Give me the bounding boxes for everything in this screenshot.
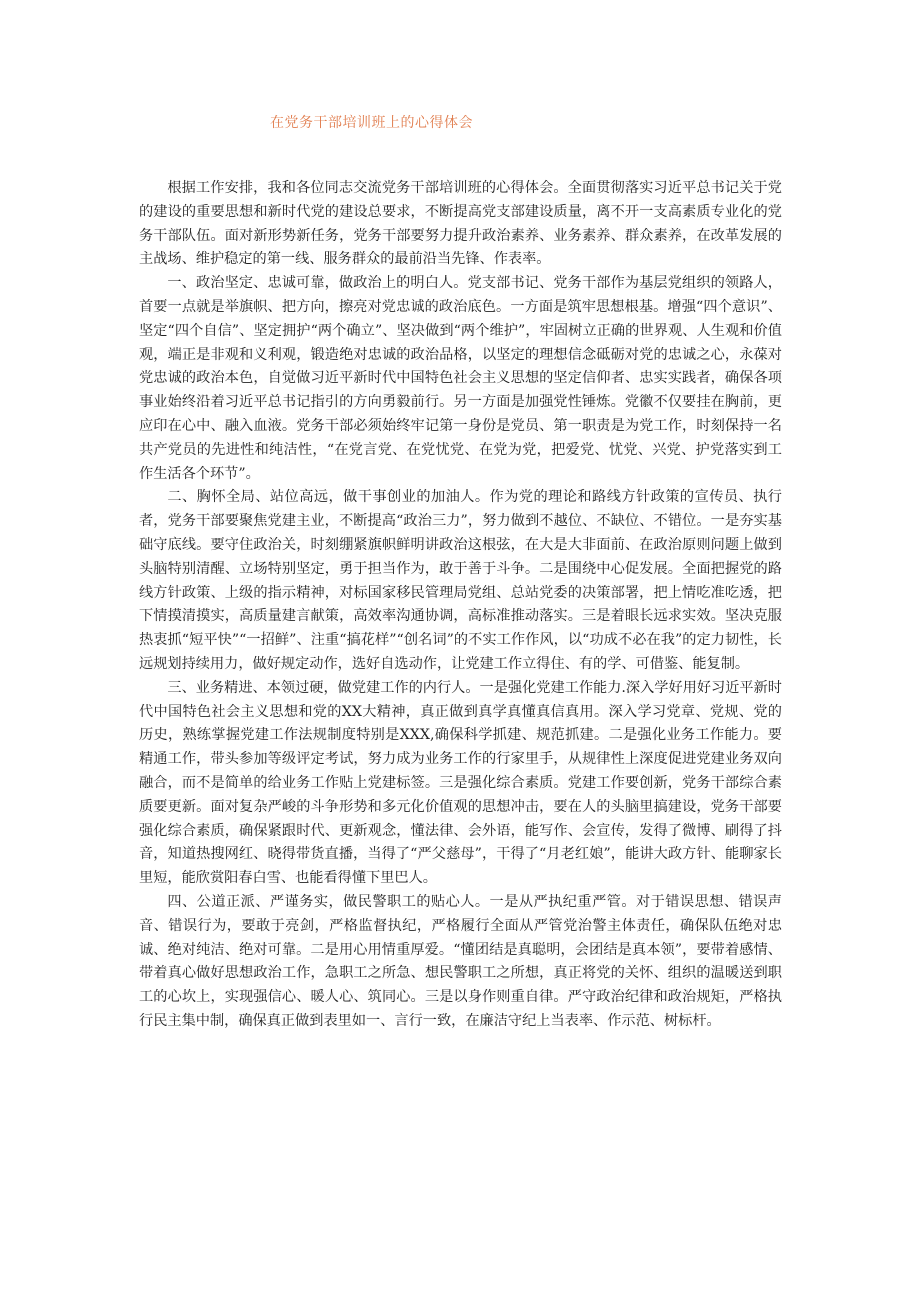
paragraph-section-2: 二、胸怀全局、站位高远，做干事创业的加油人。作为党的理论和路线方针政策的宣传员、执行者，党务干部要聚焦党建主业，不断提高“政治三力”，努力做到不越位、不缺位、不错位。一是夯实基础守底线。要守住政治关，时刻绷紧旗帜鲜明讲政治这根弦，在大是大非面前、在政治原则问题上做到头脑特别清醒、立场特别坚定，勇于担当作为，敢于善于斗争。二是围绕中心促发展。全面把握党的路线方针政策、上级的指示精神，对标国家移民管理局党组、总站党委的决策部署，把上情吃准吃透，把下情摸清摸实，高质量建言献策，高效率沟通协调，高标准推动落实。三是着眼长远求实效。坚决克服热衷抓“短平快”“一招鲜”、注重“搞花样”“创名词”的不实工作作风，以“功成不必在我”的定力韧性，长远规划持续用力，做好规定动作，选好自选动作，让党建工作立得住、有的学、可借鉴、能复制。 xyxy=(139,489,782,672)
document-body xyxy=(139,177,782,1034)
document-title: 在党务干部培训班上的心得体会 xyxy=(270,115,473,131)
paragraph-section-3: 三、业务精进、本领过硬，做党建工作的内行人。一是强化党建工作能力.深入学好用好习近平新时代中国特色社会主义思想和党的XX大精神，真正做到真学真懂真信真用。深入学习党章、党规、党的历史，熟练掌握党建工作法规制度特别是XXX,确保科学抓建、规范抓建。二是强化业务工作能力。要精通工作，带头参加等级评定考试，努力成为业务工作的行家里手，从规律性上深度促进党建业务双向融合，而不是简单的给业务工作贴上党建标签。三是强化综合素质。党建工作要创新，党务干部综合素质要更新。面对复杂严峻的斗争形势和多元化价值观的思想冲击，要在人的头脑里搞建设，党务干部要强化综合素质，确保紧跟时代、更新观念，懂法律、会外语，能写作、会宣传，发得了微博、刷得了抖音，知道热搜网红、晓得带货直播，当得了“严父慈母”，干得了“月老红娘”，能讲大政方针、能聊家长里短，能欣赏阳春白雪、也能看得懂下里巴人。 xyxy=(139,679,782,887)
paragraph-section-4: 四、公道正派、严谨务实，做民警职工的贴心人。一是从严执纪重严管。对于错误思想、错误声音、错误行为，要敢于亮剑，严格监督执纪，严格履行全面从严管党治警主体责任，确保队伍绝对忠诚、绝对纯洁、绝对可靠。二是用心用情重厚爱。“懂团结是真聪明，会团结是真本领”，要带着感情、带着真心做好思想政治工作，急职工之所急、想民警职工之所想，真正将党的关怀、组织的温暖送到职工的心坎上，实现强信心、暖人心、筑同心。三是以身作则重自律。严守政治纪律和政治规矩，严格执行民主集中制，确保真正做到表里如一、言行一致，在廉洁守纪上当表率、作示范、树标杆。 xyxy=(139,893,782,1029)
paragraph-section-1: 一、政治坚定、忠诚可靠，做政治上的明白人。党支部书记、党务干部作为基层党组织的领路人，首要一点就是举旗帜、把方向，擦亮对党忠诚的政治底色。一方面是筑牢思想根基。增强“四个意识”、坚定“四个自信”、坚定拥护“两个确立”、坚决做到“两个维护”，牢固树立正确的世界观、人生观和价值观，端正是非观和义利观，锻造绝对忠诚的政治品格，以坚定的理想信念砥砺对党的忠诚之心，永葆对党忠诚的政治本色，自觉做习近平新时代中国特色社会主义思想的坚定信仰者、忠实实践者，确保各项事业始终沿着习近平总书记指引的方向勇毅前行。另一方面是加强党性锤炼。党徽不仅要挂在胸前，更应印在心中、融入血液。党务干部必须始终牢记第一身份是党员、第一职责是为党工作，时刻保持一名共产党员的先进性和纯洁性，“在党言党、在党忧党、在党为党，把爱党、忧党、兴党、护党落实到工作生活各个环节”。 xyxy=(139,275,782,482)
paragraph-intro: 根据工作安排，我和各位同志交流党务干部培训班的心得体会。全面贯彻落实习近平总书记关于党的建设的重要思想和新时代党的建设总要求，不断提高党支部建设质量，离不开一支高素质专业化的党务干部队伍。面对新形势新任务，党务干部要努力提升政治素养、业务素养、群众素养，在改革发展的主战场、维护稳定的第一线、服务群众的最前沿当先锋、作表率。 xyxy=(139,180,782,268)
